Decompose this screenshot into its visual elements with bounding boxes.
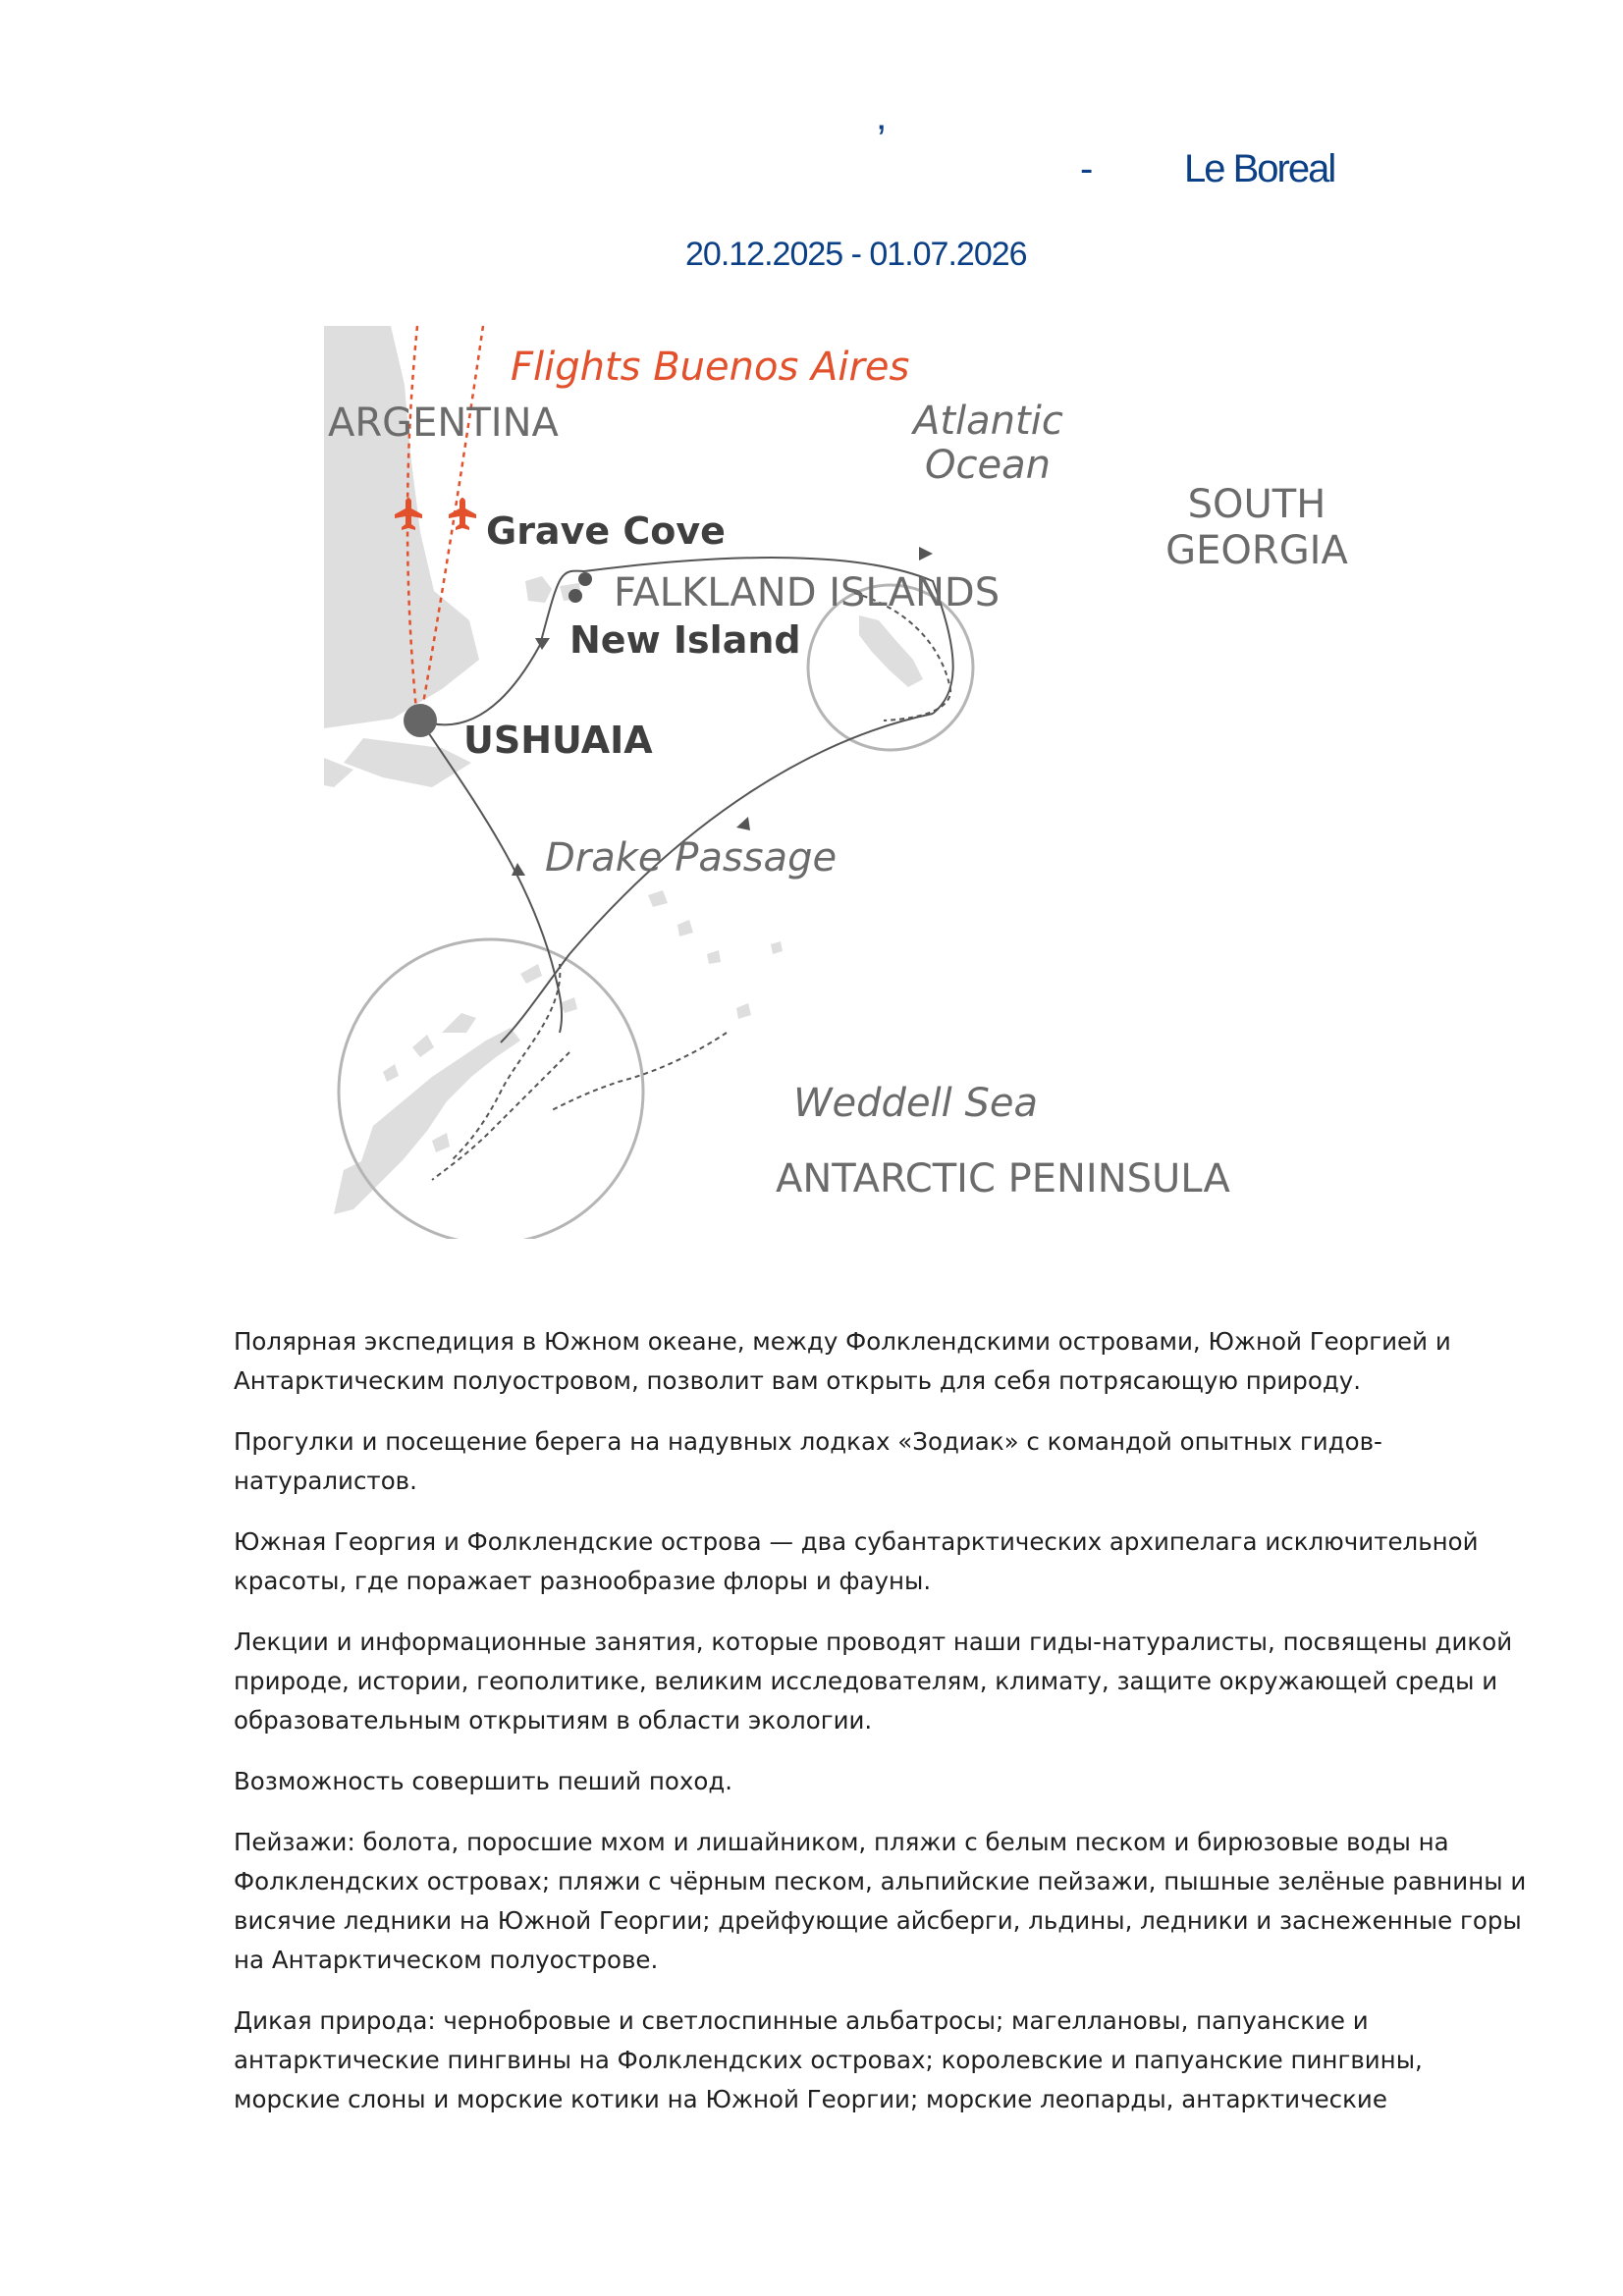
ushuaia-label: USHUAIA — [463, 719, 653, 762]
grave-cove-label: Grave Cove — [486, 509, 726, 553]
header-dash: - — [1080, 147, 1094, 190]
antarctic-peninsula-land — [358, 1028, 520, 1190]
paragraph-wildlife: Дикая природа: чернобровые и светлоспинные альбатросы; магеллановы, папуанские и антарктические пингвины на Фолклендских островах; королевские и папуанские пингвины, морские слоны и морские котики на Южной Георгии; морские леопарды, антарктические — [234, 2006, 1423, 2113]
paragraph-lectures: Лекции и информационные занятия, которые проводят наши гиды-натуралисты, посвящены дикой природе, истории, геополитике, великим исследователям, климату, защите окружающей среды и образовательным открытиям в области экологии. — [234, 1628, 1513, 1735]
header-apostrophe: ’ — [877, 116, 887, 162]
falkland-islands-label: FALKLAND ISLANDS — [614, 570, 1001, 615]
weddell-sea-label: Weddell Sea — [793, 1081, 1039, 1126]
paragraph-hiking: Возможность совершить пеший поход. — [234, 1767, 733, 1795]
paragraph-archipelagos: Южная Георгия и Фолклендские острова — два субантарктических архипелага исключительной красоты, где поражает разнообразие флоры и фауны. — [234, 1527, 1479, 1595]
flight-plane-icon — [395, 498, 476, 530]
ushuaia-marker — [404, 704, 437, 737]
new-island-label: New Island — [569, 618, 801, 662]
description-text — [234, 1322, 1530, 2141]
atlantic-ocean-label-1: Atlantic — [913, 399, 1063, 444]
south-georgia-label-2: GEORGIA — [1165, 528, 1348, 573]
paragraph-expedition: Полярная экспедиция в Южном океане, между Фолклендскими островами, Южной Георгией и Антарктическим полуостровом, позволит вам открыть для себя потрясающую природу. — [234, 1327, 1451, 1395]
ship-name: Le Boreal — [1184, 147, 1335, 190]
flights-label: Flights Buenos Aires — [511, 345, 910, 390]
drake-passage-label: Drake Passage — [545, 835, 838, 881]
south-georgia-land — [859, 615, 923, 687]
antarctic-peninsula-label: ANTARCTIC PENINSULA — [776, 1156, 1230, 1201]
grave-cove-marker — [578, 572, 592, 586]
new-island-marker — [568, 589, 582, 603]
south-georgia-label-1: SOUTH — [1187, 482, 1326, 527]
paragraph-landscapes: Пейзажи: болота, поросшие мхом и лишайником, пляжи с белым песком и бирюзовые воды на Фолклендских островах; пляжи с чёрным песком, альпийские пейзажи, пышные зелёные равнины и висячие ледники на Южной Георгии; дрейфующие айсберги, льдины, ледники и заснеженные горы на Антарктическом полуострове. — [234, 1828, 1527, 1974]
paragraph-zodiac: Прогулки и посещение берега на надувных лодках «Зодиак» с командой опытных гидов-натуралистов. — [234, 1427, 1382, 1495]
argentina-label: ARGENTINA — [328, 400, 559, 446]
atlantic-ocean-label-2: Ocean — [925, 443, 1051, 488]
route-map — [324, 326, 1424, 1239]
falkland-islands-land — [525, 576, 552, 603]
cruise-dates: 20.12.2025 - 01.07.2026 — [685, 236, 1027, 273]
